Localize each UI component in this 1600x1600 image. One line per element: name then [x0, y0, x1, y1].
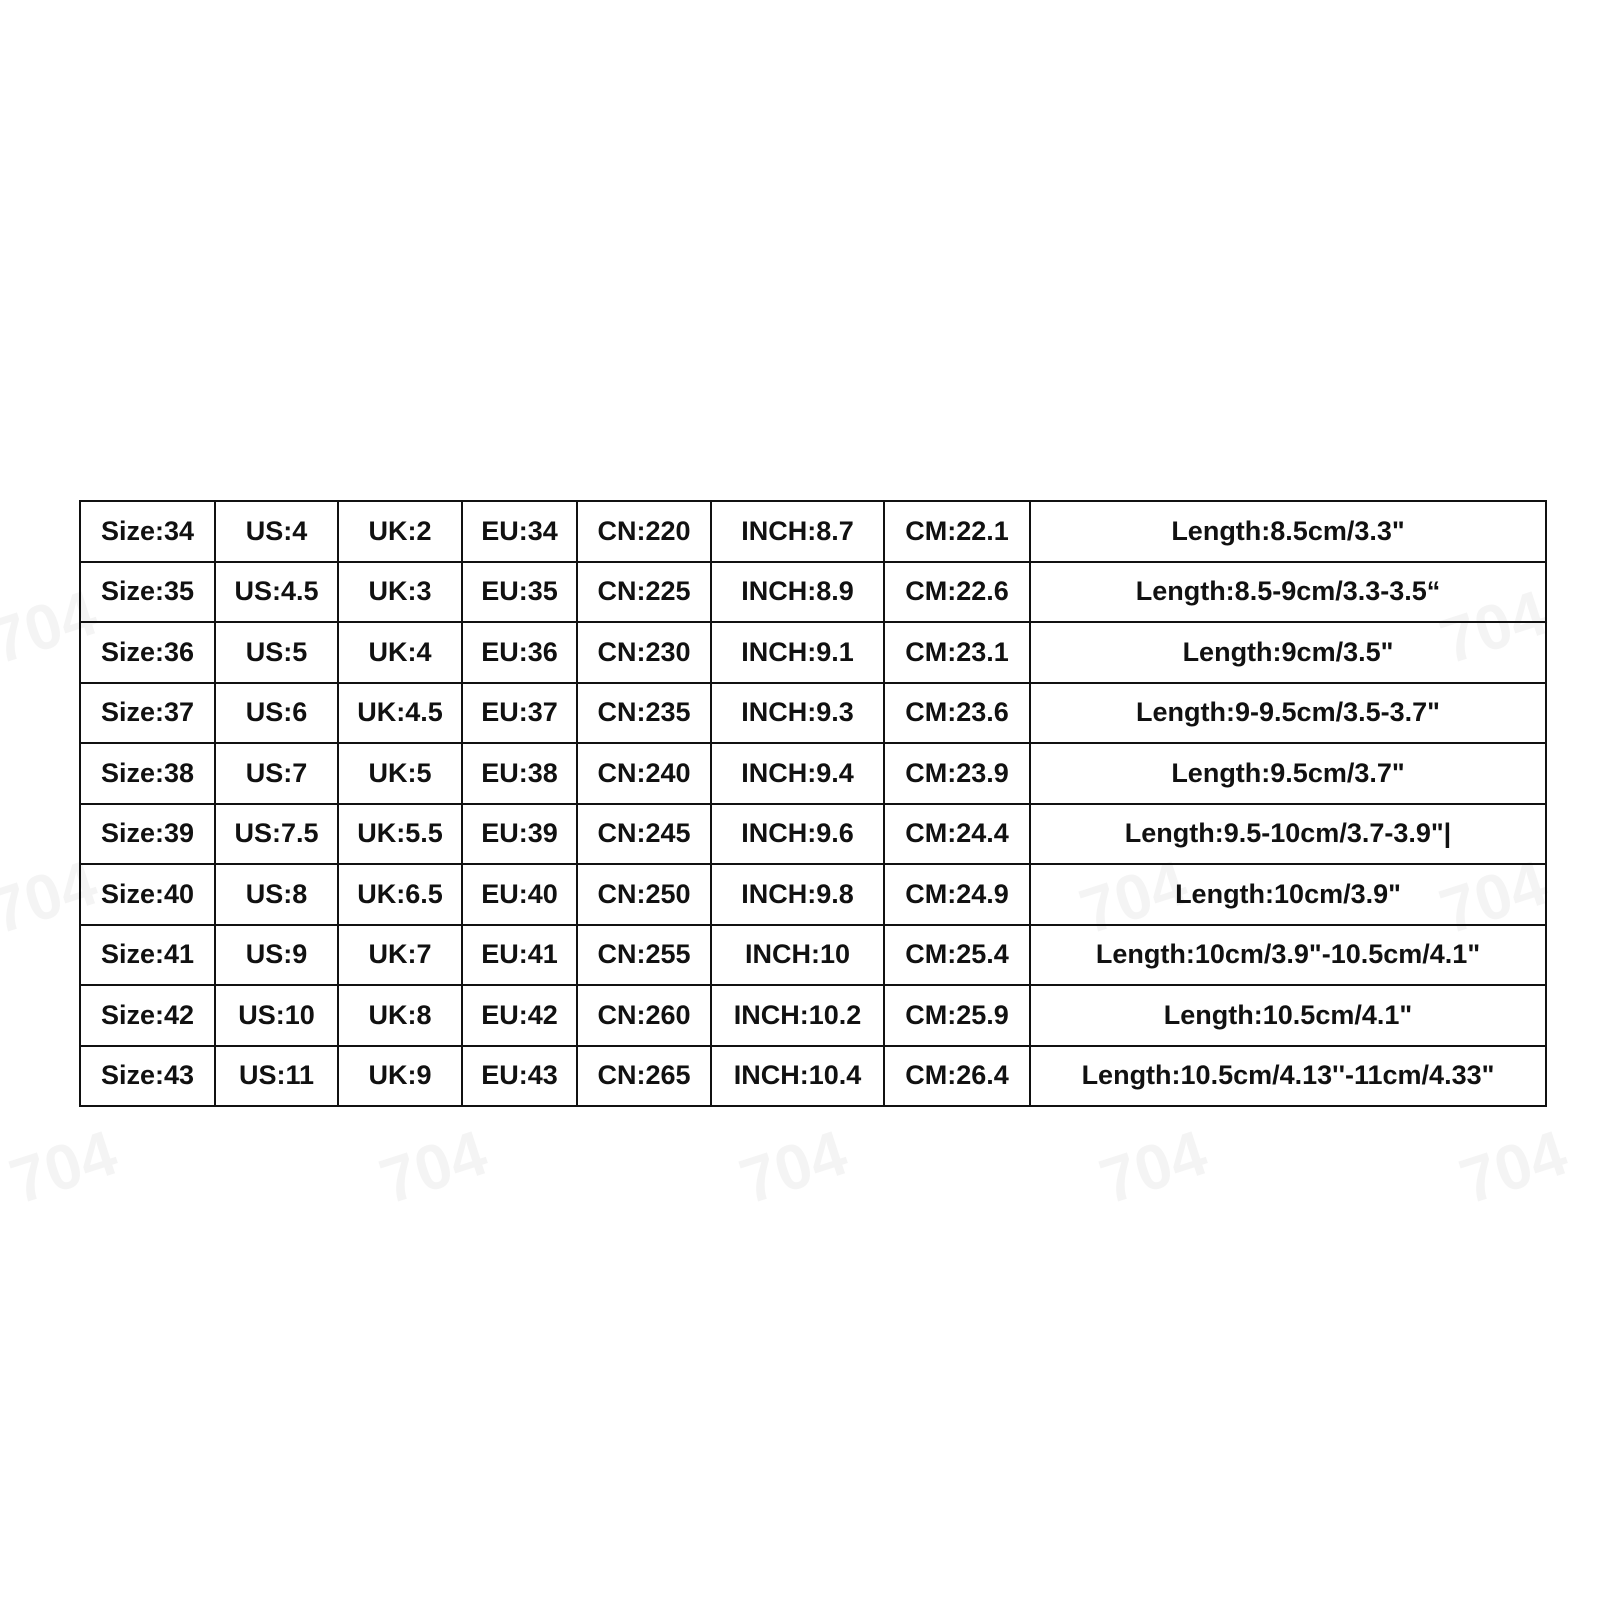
table-row: [80, 683, 1546, 744]
size-cell: Size:41: [80, 925, 215, 986]
inch-cell: INCH:10: [711, 925, 884, 986]
length-cell: Length:10cm/3.9": [1030, 864, 1546, 925]
size-cell: Size:34: [80, 501, 215, 562]
eu-size-cell: EU:37: [462, 683, 577, 744]
length-cell: Length:9cm/3.5": [1030, 622, 1546, 683]
inch-cell: INCH:9.1: [711, 622, 884, 683]
cm-cell: CM:24.4: [884, 804, 1030, 865]
cn-size-cell: CN:260: [577, 985, 711, 1046]
uk-size-cell: UK:5.5: [338, 804, 462, 865]
eu-size-cell: EU:35: [462, 562, 577, 623]
size-chart-table: [79, 500, 1547, 1107]
inch-cell: INCH:10.2: [711, 985, 884, 1046]
table-row: [80, 864, 1546, 925]
us-size-cell: US:5: [215, 622, 338, 683]
us-size-cell: US:7.5: [215, 804, 338, 865]
length-cell: Length:10.5cm/4.13''-11cm/4.33": [1030, 1046, 1546, 1107]
cn-size-cell: CN:220: [577, 501, 711, 562]
cm-cell: CM:22.1: [884, 501, 1030, 562]
cm-cell: CM:23.1: [884, 622, 1030, 683]
eu-size-cell: EU:36: [462, 622, 577, 683]
size-cell: Size:38: [80, 743, 215, 804]
uk-size-cell: UK:7: [338, 925, 462, 986]
cn-size-cell: CN:265: [577, 1046, 711, 1107]
uk-size-cell: UK:6.5: [338, 864, 462, 925]
length-cell: Length:10cm/3.9"-10.5cm/4.1": [1030, 925, 1546, 986]
size-cell: Size:40: [80, 864, 215, 925]
size-cell: Size:42: [80, 985, 215, 1046]
table-row: [80, 622, 1546, 683]
us-size-cell: US:11: [215, 1046, 338, 1107]
cn-size-cell: CN:235: [577, 683, 711, 744]
eu-size-cell: EU:38: [462, 743, 577, 804]
size-cell: Size:37: [80, 683, 215, 744]
eu-size-cell: EU:43: [462, 1046, 577, 1107]
table-row: [80, 804, 1546, 865]
cm-cell: CM:23.9: [884, 743, 1030, 804]
cn-size-cell: CN:230: [577, 622, 711, 683]
watermark: [371, 1115, 495, 1218]
uk-size-cell: UK:2: [338, 501, 462, 562]
cn-size-cell: CN:255: [577, 925, 711, 986]
length-cell: Length:9.5-10cm/3.7-3.9"|: [1030, 804, 1546, 865]
eu-size-cell: EU:41: [462, 925, 577, 986]
length-cell: Length:8.5-9cm/3.3-3.5“: [1030, 562, 1546, 623]
watermark: [1091, 1115, 1215, 1218]
cm-cell: CM:25.4: [884, 925, 1030, 986]
us-size-cell: US:9: [215, 925, 338, 986]
inch-cell: INCH:9.4: [711, 743, 884, 804]
us-size-cell: US:8: [215, 864, 338, 925]
eu-size-cell: EU:42: [462, 985, 577, 1046]
cn-size-cell: CN:225: [577, 562, 711, 623]
size-cell: Size:35: [80, 562, 215, 623]
uk-size-cell: UK:4: [338, 622, 462, 683]
eu-size-cell: EU:39: [462, 804, 577, 865]
inch-cell: INCH:9.3: [711, 683, 884, 744]
us-size-cell: US:4: [215, 501, 338, 562]
length-cell: Length:9.5cm/3.7": [1030, 743, 1546, 804]
size-cell: Size:36: [80, 622, 215, 683]
inch-cell: INCH:9.6: [711, 804, 884, 865]
us-size-cell: US:7: [215, 743, 338, 804]
uk-size-cell: UK:8: [338, 985, 462, 1046]
cn-size-cell: CN:240: [577, 743, 711, 804]
uk-size-cell: UK:5: [338, 743, 462, 804]
table-row: [80, 501, 1546, 562]
watermark: [1451, 1115, 1575, 1218]
cm-cell: CM:23.6: [884, 683, 1030, 744]
table-row: [80, 1046, 1546, 1107]
table-row: [80, 985, 1546, 1046]
uk-size-cell: UK:9: [338, 1046, 462, 1107]
inch-cell: INCH:8.7: [711, 501, 884, 562]
table-row: [80, 562, 1546, 623]
cn-size-cell: CN:245: [577, 804, 711, 865]
uk-size-cell: UK:3: [338, 562, 462, 623]
watermark: [1, 1115, 125, 1218]
cm-cell: CM:22.6: [884, 562, 1030, 623]
cm-cell: CM:24.9: [884, 864, 1030, 925]
inch-cell: INCH:9.8: [711, 864, 884, 925]
eu-size-cell: EU:34: [462, 501, 577, 562]
us-size-cell: US:10: [215, 985, 338, 1046]
length-cell: Length:9-9.5cm/3.5-3.7": [1030, 683, 1546, 744]
cn-size-cell: CN:250: [577, 864, 711, 925]
us-size-cell: US:4.5: [215, 562, 338, 623]
cm-cell: CM:26.4: [884, 1046, 1030, 1107]
size-cell: Size:43: [80, 1046, 215, 1107]
table-row: [80, 743, 1546, 804]
uk-size-cell: UK:4.5: [338, 683, 462, 744]
length-cell: Length:8.5cm/3.3": [1030, 501, 1546, 562]
table-row: [80, 925, 1546, 986]
eu-size-cell: EU:40: [462, 864, 577, 925]
inch-cell: INCH:8.9: [711, 562, 884, 623]
cm-cell: CM:25.9: [884, 985, 1030, 1046]
us-size-cell: US:6: [215, 683, 338, 744]
watermark: [731, 1115, 855, 1218]
size-cell: Size:39: [80, 804, 215, 865]
length-cell: Length:10.5cm/4.1": [1030, 985, 1546, 1046]
inch-cell: INCH:10.4: [711, 1046, 884, 1107]
